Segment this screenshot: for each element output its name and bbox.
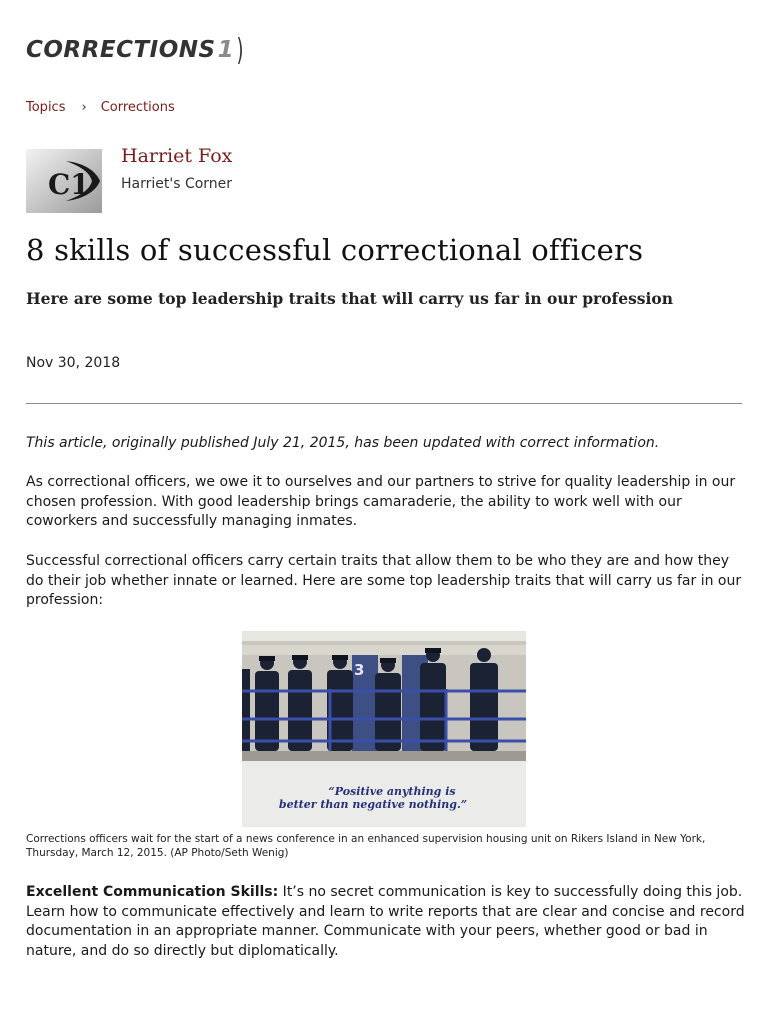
door-number: 3: [354, 661, 365, 679]
skill-paragraph: [26, 883, 746, 961]
skill-heading: Excellent Communication Skills:: [26, 884, 279, 900]
avatar-text: C1: [48, 168, 90, 201]
logo-arc-icon: ): [236, 32, 244, 68]
article-paragraph: Successful correctional officers carry certain traits that allow them to be who they are and how they do their job whether innate or learned. Here are some top leadership traits that will carry us far in our profession:: [26, 553, 742, 609]
update-note: This article, originally published July 21, 2015, has been updated with correct information.: [26, 435, 660, 451]
chevron-right-icon: ›: [81, 100, 87, 115]
breadcrumb: [26, 100, 175, 115]
article-photo: [242, 631, 526, 827]
sign-line-2: better than negative nothing.”: [278, 798, 468, 811]
skill-text: It’s no secret communication is key to successfully doing this job. Learn how to communicate effectively and learn to write reports that are clear and concise and record documentation in an appropriate manner. Communicate with your peers, whether good or bad in nature, and do so directly but diplomatically.: [26, 884, 745, 959]
divider: [26, 403, 742, 404]
c1-logo-icon: [26, 149, 102, 213]
site-logo[interactable]: [26, 30, 246, 70]
author-avatar[interactable]: [26, 149, 102, 213]
author-name[interactable]: Harriet Fox: [121, 145, 233, 167]
article-title: 8 skills of successful correctional officers: [26, 233, 644, 267]
breadcrumb-topics-link[interactable]: Topics: [26, 100, 66, 115]
article-subtitle: Here are some top leadership traits that will carry us far in our profession: [26, 289, 674, 308]
logo-number: 1: [217, 37, 235, 63]
article-paragraph: As correctional officers, we owe it to ourselves and our partners to strive for quality leadership in our chosen profession. With good leadership brings camaraderie, the ability to work well with our coworkers and successfully managing inmates.: [26, 474, 736, 530]
breadcrumb-corrections-link[interactable]: Corrections: [100, 100, 175, 115]
sign-line-1: “Positive anything is: [328, 785, 456, 798]
officers-photo: [242, 631, 526, 827]
photo-caption: Corrections officers wait for the start of a news conference in an enhanced supervision housing unit on Rikers Island in New York, Thursday, March 12, 2015. (AP Photo/Seth Wenig): [26, 833, 706, 859]
logo-text: CORRECTIONS: [26, 37, 216, 63]
author-column: Harriet's Corner: [121, 176, 233, 192]
article-date: Nov 30, 2018: [26, 355, 121, 371]
